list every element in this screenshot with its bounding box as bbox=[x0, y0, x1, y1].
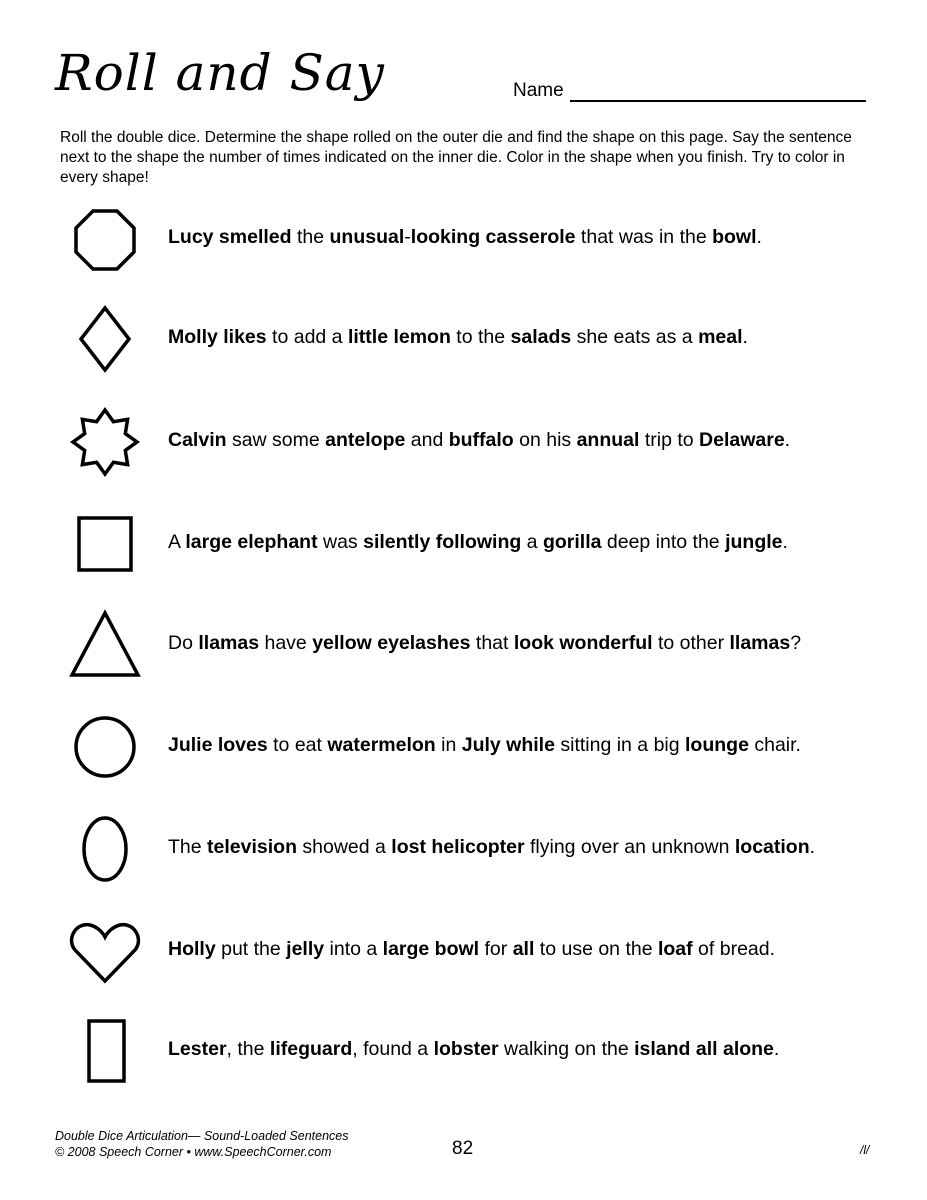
sentence-text: a bbox=[521, 531, 543, 553]
sentence-text: to other bbox=[652, 632, 730, 654]
name-field bbox=[513, 80, 866, 102]
target-word: July while bbox=[461, 734, 555, 756]
sentence-text: - bbox=[404, 226, 411, 248]
target-word: yellow eyelashes bbox=[312, 632, 471, 654]
target-word: look wonderful bbox=[513, 632, 653, 654]
target-word: jelly bbox=[286, 938, 325, 960]
list-item bbox=[0, 403, 927, 483]
target-word: annual bbox=[576, 429, 640, 451]
sentence-text: that bbox=[470, 632, 514, 654]
target-word: island all alone bbox=[634, 1038, 774, 1060]
sentence-text: into a bbox=[324, 938, 383, 960]
sentence-text: on his bbox=[513, 429, 577, 451]
list-item bbox=[0, 1012, 927, 1092]
page-number: 82 bbox=[452, 1138, 474, 1159]
target-word: Lucy smelled bbox=[168, 226, 292, 248]
target-word: gorilla bbox=[542, 531, 602, 553]
sentence-text: , found a bbox=[352, 1038, 434, 1060]
target-word: lost helicopter bbox=[391, 836, 525, 858]
target-word: location bbox=[734, 836, 810, 858]
target-word: lobster bbox=[433, 1038, 499, 1060]
sentence-text: of bread. bbox=[692, 938, 776, 960]
sentence bbox=[168, 938, 775, 961]
triangle-icon[interactable] bbox=[68, 608, 142, 682]
sentence-text: . bbox=[756, 226, 762, 248]
target-word: television bbox=[207, 836, 297, 858]
target-word: looking casserole bbox=[410, 226, 576, 248]
sentence bbox=[168, 1038, 779, 1061]
page-title: Roll and Say bbox=[55, 44, 385, 102]
name-line[interactable] bbox=[570, 80, 866, 102]
sentence-text: trip to bbox=[639, 429, 700, 451]
sentence-text: the bbox=[291, 226, 330, 248]
target-word: lounge bbox=[685, 734, 749, 756]
target-word: large elephant bbox=[185, 531, 318, 553]
sentence-text: that was in the bbox=[575, 226, 713, 248]
sentence-text: showed a bbox=[296, 836, 392, 858]
sentence bbox=[168, 632, 801, 655]
target-word: antelope bbox=[325, 429, 406, 451]
sentence-text: deep into the bbox=[601, 531, 726, 553]
target-word: loaf bbox=[657, 938, 693, 960]
target-word: buffalo bbox=[448, 429, 514, 451]
sentence-text: The bbox=[168, 836, 208, 858]
target-word: salads bbox=[510, 326, 572, 348]
footer-book-title: Double Dice Articulation— Sound-Loaded Sentences bbox=[55, 1129, 349, 1143]
sentence-text: A bbox=[168, 531, 186, 553]
target-word: llamas bbox=[729, 632, 791, 654]
sentence-text: sitting in a big bbox=[554, 734, 686, 756]
sentence-text: , the bbox=[226, 1038, 270, 1060]
star-icon[interactable] bbox=[68, 405, 142, 479]
sentence-text: put the bbox=[215, 938, 287, 960]
diamond-icon[interactable] bbox=[68, 302, 142, 376]
target-word: bowl bbox=[712, 226, 757, 248]
sentence-text: was bbox=[317, 531, 364, 553]
instructions: Roll the double dice. Determine the shape rolled on the outer die and find the shape on this page. Say the sentence next to the shape the number of times indicated on the inner die. Color in the shape when you finish. Try to color in every shape! bbox=[60, 129, 852, 186]
sentence-text: . bbox=[809, 836, 816, 858]
sentence-text: . bbox=[784, 429, 791, 451]
sentence-text: . bbox=[742, 326, 748, 348]
name-label: Name bbox=[513, 80, 564, 101]
target-word: Lester bbox=[168, 1038, 227, 1060]
target-word: meal bbox=[698, 326, 743, 348]
square-icon[interactable] bbox=[68, 507, 142, 581]
heart-icon[interactable] bbox=[68, 914, 142, 988]
target-word: Holly bbox=[168, 938, 216, 960]
sentence bbox=[168, 429, 790, 452]
sentence-text: for bbox=[479, 938, 513, 960]
sentence-text: to the bbox=[450, 326, 511, 348]
list-item bbox=[0, 200, 927, 280]
target-word: Calvin bbox=[168, 429, 227, 451]
sentence-text: have bbox=[259, 632, 313, 654]
sentence-text: in bbox=[435, 734, 462, 756]
target-word: Molly likes bbox=[168, 326, 267, 348]
target-word: Delaware bbox=[699, 429, 785, 451]
target-word: all bbox=[512, 938, 535, 960]
target-word: Julie loves bbox=[168, 734, 268, 756]
sentence-text: to add a bbox=[266, 326, 348, 348]
sentence bbox=[168, 734, 801, 757]
target-sound: /l/ bbox=[860, 1143, 870, 1157]
sentence-text: ? bbox=[790, 632, 802, 654]
sentence-text: saw some bbox=[226, 429, 326, 451]
target-word: silently following bbox=[363, 531, 522, 553]
sentence-text: Do bbox=[168, 632, 199, 654]
target-word: lifeguard bbox=[269, 1038, 353, 1060]
footer-credits bbox=[55, 1128, 348, 1160]
sentence bbox=[168, 531, 788, 554]
octagon-icon[interactable] bbox=[68, 202, 142, 276]
target-word: unusual bbox=[329, 226, 405, 248]
target-word: watermelon bbox=[327, 734, 436, 756]
oval-icon[interactable] bbox=[68, 812, 142, 886]
target-word: little lemon bbox=[347, 326, 451, 348]
list-item bbox=[0, 505, 927, 585]
sentence-text: to eat bbox=[267, 734, 328, 756]
footer-copyright: © 2008 Speech Corner • www.SpeechCorner.com bbox=[55, 1145, 332, 1159]
sentence-text: walking on the bbox=[498, 1038, 635, 1060]
sentence bbox=[168, 226, 762, 249]
sentence-text: to use on the bbox=[534, 938, 658, 960]
rectangle-icon[interactable] bbox=[68, 1014, 142, 1088]
target-word: jungle bbox=[725, 531, 783, 553]
list-item bbox=[0, 708, 927, 788]
circle-icon[interactable] bbox=[68, 710, 142, 784]
sentence-text: . bbox=[773, 1038, 780, 1060]
list-item bbox=[0, 810, 927, 890]
list-item bbox=[0, 912, 927, 992]
sentence-text: she eats as a bbox=[571, 326, 699, 348]
target-word: large bowl bbox=[382, 938, 480, 960]
sentence bbox=[168, 326, 748, 349]
list-item bbox=[0, 606, 927, 686]
sentence-text: and bbox=[405, 429, 449, 451]
sentence-text: . bbox=[782, 531, 788, 553]
target-word: llamas bbox=[198, 632, 260, 654]
sentence-text: flying over an unknown bbox=[524, 836, 735, 858]
sentence bbox=[168, 836, 815, 859]
sentence-text: chair. bbox=[748, 734, 801, 756]
list-item bbox=[0, 300, 927, 380]
